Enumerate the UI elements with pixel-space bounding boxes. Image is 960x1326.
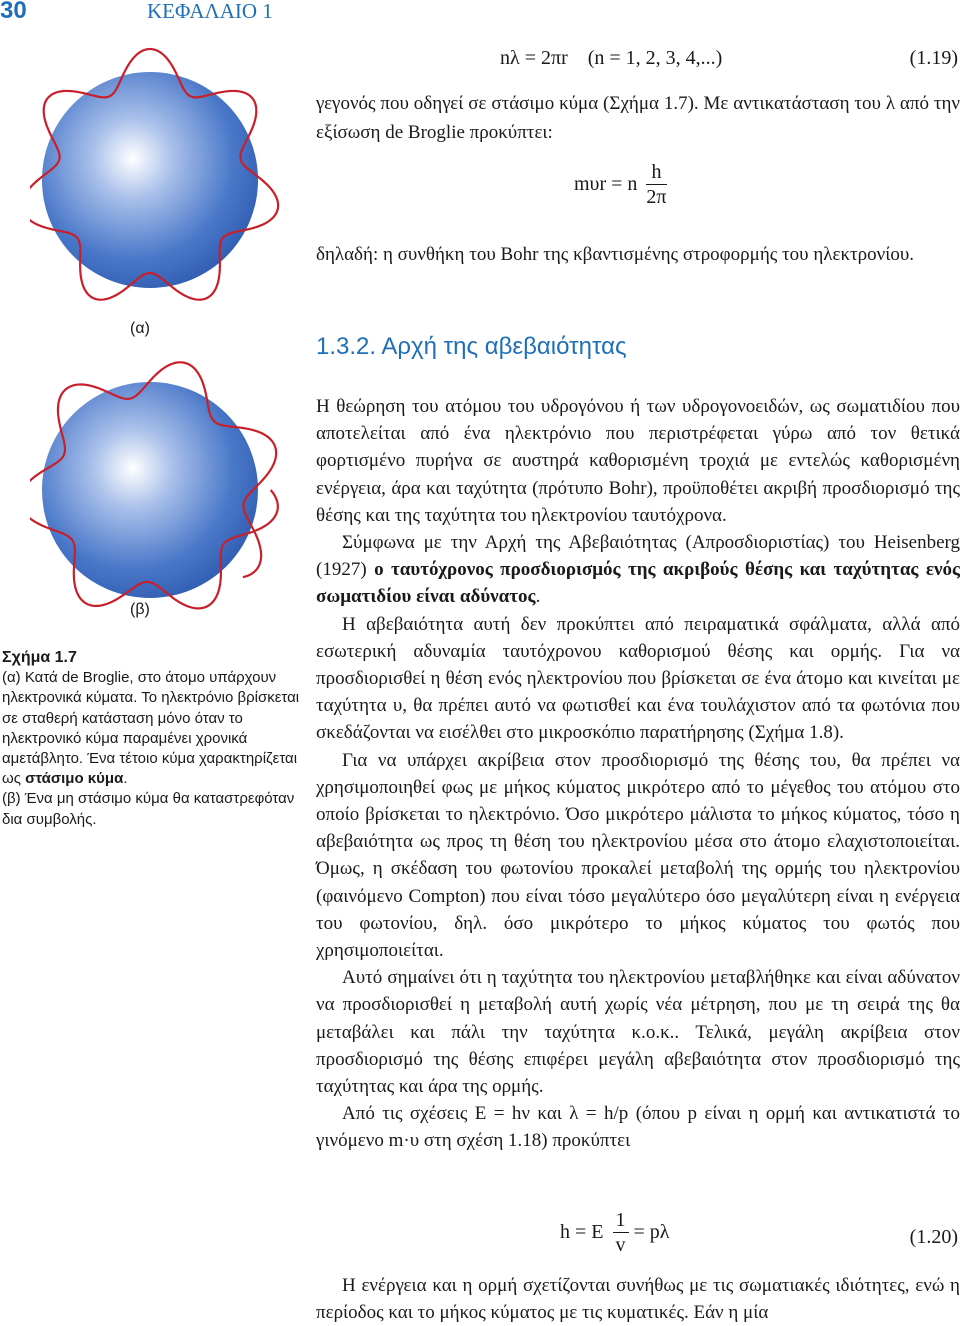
atom-sphere-a <box>42 72 258 288</box>
fraction-numerator: h <box>646 160 666 185</box>
equation-1-20 <box>560 1208 958 1257</box>
paragraph-5: Αυτό σημαίνει ότι η ταχύτητα του ηλεκτρονίου μεταβλήθηκε και είναι αδύνατον να προσδιορισθεί η μεταβολή αυτή χωρίς νέα μέτρηση, που με τη σειρά της θα μεταβάλει και πάλι την ταχύτητα κ.ο.κ.. Τελικά, μεγάλη ακρίβεια στον προσδιορισμό της θέσης επιφέρει μεγάλη αβεβαιότητα στον προσδιορισμό της ταχύτητας και άρα της ορμής. <box>316 967 960 1098</box>
figure-1-7 <box>30 40 330 660</box>
equation-1-19 <box>500 47 958 70</box>
paragraph-1: Η θεώρηση του ατόμου του υδρογόνου ή των υδρογονοειδών, ως σωματιδίου που αποτελείται από ένα ηλεκτρόνιο που περιστρέφεται γύρω από τον θετικά φορτισμένο πυρήνα σε αυστηρά καθορισμένη τροχιά με εντελώς καθορισμένη ενέργεια, άρα και ταχύτητα (πρότυπο Bohr), προϋποθέτει ακριβή προσδιορισμό της θέσης και της ταχύτητα του ηλεκτρονίου ταυτόχρονα. <box>316 396 960 526</box>
equation-number: (1.20) <box>909 1226 958 1248</box>
figure-label-b: (β) <box>130 601 150 618</box>
page-number: 30 <box>0 0 27 24</box>
page-header <box>0 0 960 26</box>
fraction-denominator: v <box>615 1234 626 1256</box>
paragraph-4: Για να υπάρχει ακρίβεια στον προσδιορισμό της θέσης του, θα πρέπει να χρησιμοποιηθεί φως με μήκος κύματος μικρότερο από το μέγεθος του ατόμου στο οποίο βρίσκεται το ηλεκτρόνιο. Όσο μικρότερο μάλιστα το μήκος κύματος, τόσο η αβεβαιότητα ως προς τη θέση του ηλεκτρονίου μέσα στο άτομο ελαχιστοποιείται. Όμως, η σκέδαση του φωτονίου προκαλεί μεταβολή της ορμής του ηλεκτρονίου (φαινόμενο Compton) που είναι τόσο μεγαλύτερο όσο μεγαλύτερη είναι η ενέργεια του φωτονίου, δηλ. όσο μικρότερο το μήκος κύματος του φωτός που χρησιμοποιείται. <box>316 749 960 962</box>
equation-condition: (n = 1, 2, 3, 4,...) <box>587 47 723 69</box>
figure-b-nonstanding-wave <box>30 362 278 608</box>
paragraph-2-start: Σύμφωνα με την Αρχή της Αβεβαιότητας (Απροσδιοριστίας) του Heisenberg (1927) <box>316 532 960 581</box>
caption-a-term: στάσιμο κύμα <box>25 770 124 788</box>
equation-lhs: h = E <box>560 1221 604 1243</box>
fraction-numerator: 1 <box>613 1208 629 1233</box>
chapter-title: ΚΕΦΑΛΑΙΟ 1 <box>147 0 273 23</box>
figure-caption <box>2 648 302 830</box>
section-heading: 1.3.2. Αρχή της αβεβαιότητας <box>316 333 627 360</box>
equation-angular-momentum <box>574 160 667 209</box>
fraction <box>613 1208 629 1257</box>
caption-label: Σχήμα 1.7 <box>2 649 77 666</box>
figure-a-standing-wave <box>30 49 278 300</box>
closing-paragraph: Η ενέργεια και η ορμή σχετίζονται συνήθως με τις σωματιακές ιδιότητες, ενώ η περίοδος και το μήκος κύματος με τις κυματικές. Εάν η μία <box>316 1275 960 1324</box>
caption-b-text: (β) Ένα μη στάσιμο κύμα θα καταστρεφόταν δια συμβολής. <box>2 790 295 828</box>
figure-label-a: (α) <box>130 320 150 337</box>
after-equation-paragraph: δηλαδή: η συνθήκη του Bohr της κβαντισμένης στροφορμής του ηλεκτρονίου. <box>316 244 914 265</box>
fraction-denominator: 2π <box>646 186 667 208</box>
paragraph-6: Από τις σχέσεις E = hν και λ = h/p (όπου p είναι η ορμή και αντικατιστά το γινόμενο m·υ στη σχέση 1.18) προκύπτει <box>316 1103 960 1152</box>
caption-a-end: . <box>123 770 128 788</box>
paragraph-3: Η αβεβαιότητα αυτή δεν προκύπτει από πειραματικά σφάλματα, αλλά από εσωτερική αδυναμία ταυτόχρονου καθορισμού θέσης και ορμής. Για να προσδιορισθεί η θέση ενός ηλεκτρονίου που βρίσκεται σε ένα άτομο και κινείται με ταχύτητα υ, θα πρέπει αυτό να φωτισθεί και ένα τουλάχιστον από τα φωτόνια που σκεδάζονται να εισέλθει στο μικροσκόπιο παρατήρησης (Σχήμα 1.8). <box>316 613 960 744</box>
equation-lhs: mυr = n <box>574 173 638 195</box>
equation-lhs: nλ = 2πr <box>500 47 568 69</box>
fraction <box>646 160 666 209</box>
paragraph-2-end: . <box>535 586 541 608</box>
paragraph-2 <box>316 529 960 611</box>
caption-a-text: (α) Κατά de Broglie, στο άτομο υπάρχουν ηλεκτρονικά κύματα. Το ηλεκτρόνιο βρίσκεται σε σταθερή κατάσταση μόνο όταν το ηλεκτρονικό κύμα παραμένει χρονικά αμετάβλητο. Ένα τέτοιο κύμα χαρακτηρίζεται ως <box>2 669 300 788</box>
intro-paragraph: γεγονός που οδηγεί σε στάσιμο κύμα (Σχήμα 1.7). Με αντικατάσταση του λ από την εξίσωση de Broglie προκύπτει: <box>316 93 960 143</box>
equation-rhs: = pλ <box>633 1221 670 1243</box>
section-body <box>316 393 960 1155</box>
uncertainty-principle-statement: ο ταυτόχρονος προσδιορισμός της ακριβούς θέσης και ταχύτητας ενός σωματιδίου είναι αδύνατος <box>316 559 960 608</box>
equation-number: (1.19) <box>909 47 958 69</box>
